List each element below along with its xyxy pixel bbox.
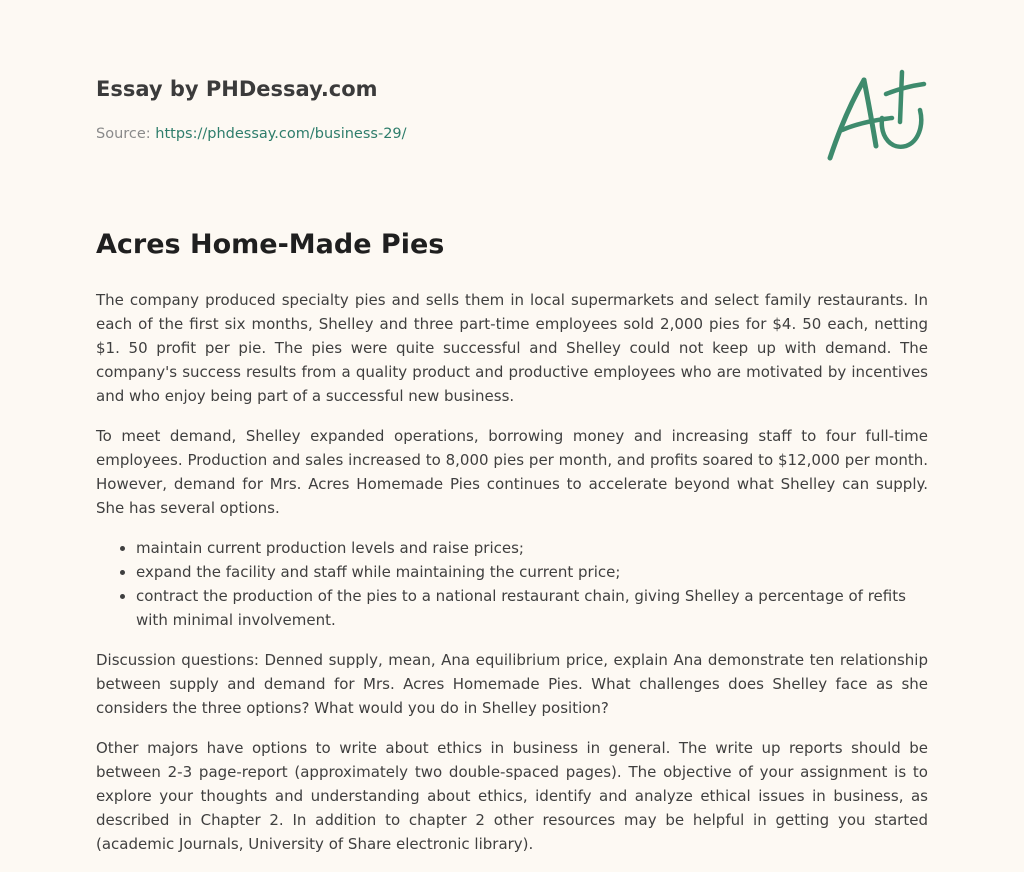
- source-link[interactable]: https://phdessay.com/business-29/: [155, 126, 407, 142]
- a-plus-grade-icon: [820, 66, 930, 166]
- article-title: Acres Home-Made Pies: [96, 229, 445, 260]
- source-label: Source:: [96, 126, 156, 142]
- paragraph-discussion: Discussion questions: Denned supply, mean, Ana equilibrium price, explain Ana demonstrate ten relationship between supply and demand for Mrs. Acres Homemade Pies. What challenges does Shelley face as she considers the three options? What would you do in Shelley position?: [96, 651, 928, 717]
- list-item: • maintain current production levels and raise prices;: [136, 536, 928, 560]
- essay-header: [96, 74, 796, 144]
- options-list: [96, 536, 928, 632]
- source-line: [96, 124, 796, 144]
- paragraph-closing: Other majors have options to write about ethics in business in general. The write up reports should be between 2-3 page-report (approximately two double-spaced pages). The objective of your assignment is to explore your thoughts and understanding about ethics, identify and analyze ethical issues in business, as described in Chapter 2. In addition to chapter 2 other resources may be helpful in getting you started (academic Journals, University of Share electronic library).: [96, 739, 928, 853]
- article: [96, 226, 928, 872]
- paragraph-intro: The company produced specialty pies and sells them in local supermarkets and select family restaurants. In each of the first six months, Shelley and three part-time employees sold 2,000 pies for $4. 50 each, netting $1. 50 profit per pie. The pies were quite successful and Shelley could not keep up with demand. The company's success results from a quality product and productive employees who are motivated by incentives and who enjoy being part of a successful new business.: [96, 291, 928, 405]
- list-item: • contract the production of the pies to a national restaurant chain, giving Shelley a percentage of refits with minimal involvement.: [136, 584, 928, 632]
- list-item: • expand the facility and staff while maintaining the current price;: [136, 560, 928, 584]
- paragraph-expansion: To meet demand, Shelley expanded operations, borrowing money and increasing staff to four full-time employees. Production and sales increased to 8,000 pies per month, and profits soared to $12,000 per month. However, demand for Mrs. Acres Homemade Pies continues to accelerate beyond what Shelley can supply. She has several options.: [96, 427, 928, 517]
- brand-title: Essay by PHDessay.com: [96, 77, 378, 101]
